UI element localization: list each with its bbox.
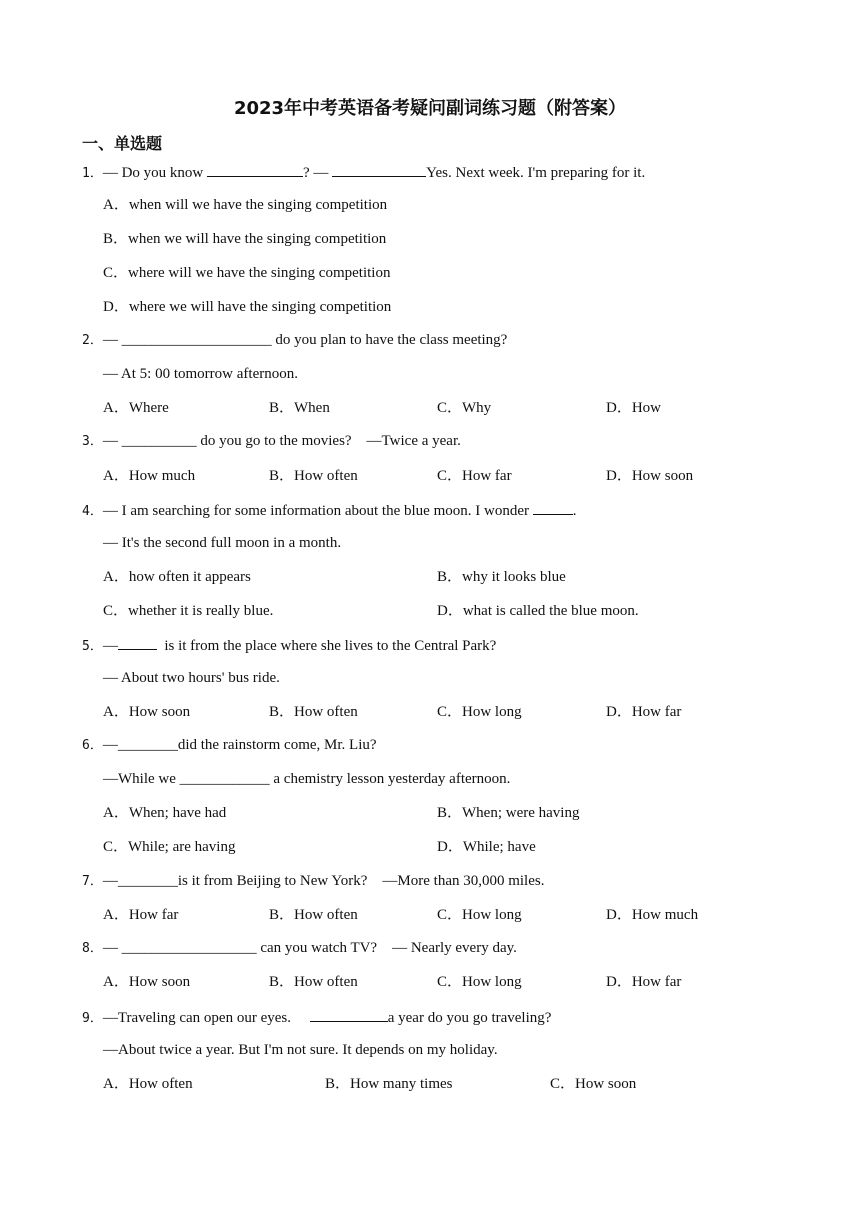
question-stem: — ____________________ do you plan to have the class meeting? bbox=[102, 332, 508, 348]
question-reply: — At 5: 00 tomorrow afternoon. bbox=[103, 366, 298, 382]
question-stem: — Do you know bbox=[102, 165, 207, 181]
answer-blank bbox=[310, 1006, 388, 1022]
option-d bbox=[606, 972, 681, 992]
option-text: How often bbox=[294, 704, 358, 720]
question-reply: — About two hours' bus ride. bbox=[103, 670, 280, 686]
option-d bbox=[437, 837, 536, 857]
option-text: when we will have the singing competition bbox=[128, 231, 387, 247]
question-number: 9． bbox=[82, 1011, 103, 1026]
question-stem: —________is it from Beijing to New York? —More than 30,000 miles. bbox=[102, 873, 545, 889]
option-text: How often bbox=[294, 468, 358, 484]
question-stem: a year do you go traveling? bbox=[387, 1010, 552, 1026]
option-text: how often it appears bbox=[128, 569, 251, 585]
option-key: D． bbox=[437, 839, 463, 855]
question-stem: — __________________ can you watch TV? — Nearly every day. bbox=[102, 940, 517, 956]
option-key: C． bbox=[103, 603, 129, 619]
question-7 bbox=[82, 871, 544, 892]
option-a bbox=[103, 1074, 193, 1094]
option-text: How long bbox=[462, 907, 522, 923]
question-number: 2． bbox=[82, 333, 103, 348]
option-key: C． bbox=[103, 265, 129, 281]
option-text: How soon bbox=[128, 974, 191, 990]
option-key: B． bbox=[269, 907, 295, 923]
option-text: How far bbox=[631, 974, 682, 990]
question-3 bbox=[82, 431, 461, 452]
option-key: A． bbox=[103, 197, 129, 213]
option-text: whether it is really blue. bbox=[128, 603, 274, 619]
question-stem: is it from the place where she lives to the Central Park? bbox=[156, 638, 497, 654]
option-key: A． bbox=[103, 805, 129, 821]
option-a bbox=[103, 567, 251, 587]
option-a bbox=[103, 972, 190, 992]
option-key: D． bbox=[437, 603, 463, 619]
option-key: B． bbox=[269, 704, 295, 720]
option-key: C． bbox=[437, 704, 463, 720]
option-d bbox=[606, 466, 693, 486]
question-number: 5． bbox=[82, 639, 103, 654]
option-text: How long bbox=[462, 704, 522, 720]
option-key: A． bbox=[103, 974, 129, 990]
question-8 bbox=[82, 938, 517, 959]
option-key: D． bbox=[103, 299, 129, 315]
option-text: When; have had bbox=[128, 805, 227, 821]
question-stem: Yes. Next week. I'm preparing for it. bbox=[426, 165, 646, 181]
question-stem: — I am searching for some information about the blue moon. I wonder bbox=[102, 503, 533, 519]
answer-blank bbox=[207, 161, 303, 177]
option-key: B． bbox=[325, 1076, 351, 1092]
option-b bbox=[269, 905, 358, 925]
option-d bbox=[437, 601, 639, 621]
option-c bbox=[437, 466, 512, 486]
question-number: 8． bbox=[82, 941, 103, 956]
option-key: D． bbox=[606, 704, 632, 720]
question-9 bbox=[82, 1006, 551, 1029]
option-key: B． bbox=[437, 569, 463, 585]
option-c bbox=[103, 601, 273, 621]
option-a bbox=[103, 195, 387, 215]
question-reply: —About twice a year. But I'm not sure. It depends on my holiday. bbox=[103, 1042, 498, 1058]
option-text: How far bbox=[462, 468, 512, 484]
question-number: 7． bbox=[82, 874, 103, 889]
option-text: How many times bbox=[350, 1076, 453, 1092]
option-text: How much bbox=[631, 907, 699, 923]
option-key: D． bbox=[606, 400, 632, 416]
page-title: 2023年中考英语备考疑问副词练习题（附答案） bbox=[233, 98, 627, 119]
option-key: A． bbox=[103, 569, 129, 585]
option-b bbox=[437, 803, 579, 823]
option-key: B． bbox=[103, 231, 129, 247]
question-number: 3． bbox=[82, 434, 103, 449]
option-key: A． bbox=[103, 907, 129, 923]
option-text: How far bbox=[128, 907, 179, 923]
option-c bbox=[437, 972, 522, 992]
option-text: where will we have the singing competition bbox=[128, 265, 391, 281]
option-text: How much bbox=[128, 468, 196, 484]
question-1 bbox=[82, 161, 645, 184]
option-b bbox=[269, 702, 358, 722]
option-key: A． bbox=[103, 468, 129, 484]
option-key: A． bbox=[103, 1076, 129, 1092]
option-b bbox=[269, 398, 330, 418]
option-a bbox=[103, 466, 195, 486]
option-text: How often bbox=[128, 1076, 193, 1092]
option-b bbox=[269, 972, 358, 992]
option-d bbox=[606, 905, 698, 925]
option-text: How far bbox=[631, 704, 682, 720]
question-number: 1． bbox=[82, 166, 103, 181]
option-text: when will we have the singing competition bbox=[128, 197, 388, 213]
option-c bbox=[437, 702, 522, 722]
option-b bbox=[103, 229, 386, 249]
option-a bbox=[103, 803, 226, 823]
option-key: A． bbox=[103, 400, 129, 416]
option-key: A． bbox=[103, 704, 129, 720]
option-key: C． bbox=[437, 468, 463, 484]
answer-blank bbox=[533, 499, 573, 515]
option-d bbox=[103, 297, 391, 317]
question-4 bbox=[82, 499, 576, 522]
option-text: what is called the blue moon. bbox=[462, 603, 639, 619]
option-key: C． bbox=[103, 839, 129, 855]
option-key: C． bbox=[437, 400, 463, 416]
option-a bbox=[103, 398, 169, 418]
option-key: B． bbox=[437, 805, 463, 821]
question-6 bbox=[82, 735, 377, 756]
option-text: When bbox=[294, 400, 330, 416]
option-text: why it looks blue bbox=[462, 569, 566, 585]
option-c bbox=[103, 263, 390, 283]
option-text: How soon bbox=[575, 1076, 637, 1092]
question-number: 6． bbox=[82, 738, 103, 753]
option-key: D． bbox=[606, 974, 632, 990]
option-text: How soon bbox=[128, 704, 191, 720]
option-a bbox=[103, 702, 190, 722]
answer-blank bbox=[118, 634, 157, 650]
option-d bbox=[606, 398, 661, 418]
question-5 bbox=[82, 634, 496, 657]
question-stem: —________did the rainstorm come, Mr. Liu? bbox=[102, 737, 377, 753]
option-text: How often bbox=[294, 907, 358, 923]
option-text: Why bbox=[462, 400, 492, 416]
option-text: where we will have the singing competition bbox=[128, 299, 392, 315]
option-c bbox=[437, 905, 522, 925]
option-text: While; are having bbox=[128, 839, 236, 855]
option-a bbox=[103, 905, 178, 925]
question-stem: —Traveling can open our eyes. bbox=[102, 1010, 310, 1026]
option-key: C． bbox=[550, 1076, 576, 1092]
question-reply: — It's the second full moon in a month. bbox=[103, 535, 342, 551]
answer-blank bbox=[332, 161, 426, 177]
option-key: C． bbox=[437, 974, 463, 990]
option-text: How soon bbox=[631, 468, 694, 484]
question-reply: —While we ____________ a chemistry lesson yesterday afternoon. bbox=[103, 771, 511, 787]
option-c bbox=[437, 398, 491, 418]
question-stem: — bbox=[102, 638, 118, 654]
option-c bbox=[550, 1074, 636, 1094]
option-text: How long bbox=[462, 974, 522, 990]
question-stem: ? — bbox=[303, 165, 333, 181]
option-b bbox=[437, 567, 566, 587]
section-heading: 一、单选题 bbox=[82, 134, 163, 153]
option-c bbox=[103, 837, 235, 857]
option-text: How often bbox=[294, 974, 358, 990]
question-2 bbox=[82, 330, 507, 351]
option-b bbox=[325, 1074, 453, 1094]
question-number: 4． bbox=[82, 504, 103, 519]
option-text: How bbox=[631, 400, 662, 416]
option-key: B． bbox=[269, 974, 295, 990]
option-key: B． bbox=[269, 468, 295, 484]
option-text: Where bbox=[128, 400, 169, 416]
question-stem: . bbox=[572, 503, 577, 519]
option-key: D． bbox=[606, 907, 632, 923]
option-b bbox=[269, 466, 358, 486]
question-stem: — __________ do you go to the movies? —Twice a year. bbox=[102, 433, 461, 449]
option-text: When; were having bbox=[462, 805, 580, 821]
option-d bbox=[606, 702, 681, 722]
option-key: D． bbox=[606, 468, 632, 484]
option-key: C． bbox=[437, 907, 463, 923]
option-text: While; have bbox=[462, 839, 536, 855]
option-key: B． bbox=[269, 400, 295, 416]
